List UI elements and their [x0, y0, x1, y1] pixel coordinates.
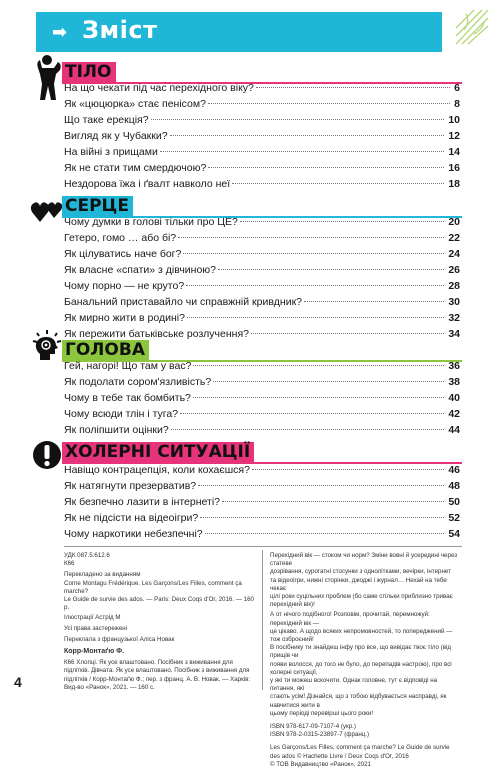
toc-item[interactable]: Що таке ерекція? 10 [64, 114, 460, 126]
toc-item[interactable]: Як поліпшити оцінки? 44 [64, 424, 460, 436]
toc-item[interactable]: Як власне «спати» з дівчиною? 26 [64, 264, 460, 276]
imprint-author: Корр-Монтаґю Ф. [64, 648, 125, 656]
toc-item[interactable]: Банальний приставайло чи справжній кривдник? 30 [64, 296, 460, 308]
isbn-ukr: ISBN 978-617-09-7107-4 (укр.) [270, 723, 356, 731]
toc-item[interactable]: Як натягнути презерватив? 48 [64, 480, 460, 492]
toc-item[interactable]: Як подолати сором'язливість? 38 [64, 376, 460, 388]
section-title-head: ГОЛОВА [62, 340, 149, 360]
page-title: Зміст [82, 16, 158, 44]
toc-item[interactable]: Як мирно жити в родині? 32 [64, 312, 460, 324]
imprint-column-divider [262, 550, 263, 690]
imprint-right: Перехідний вік — стоком чи норм? Зміни вовні й усередині через статеве дозрівання, сурогатні стосунки з однолітками, вечірки, інтернет та відеоігри, нижні сторінки, джоджі і журнал… Нехай на тебе чекає цілі роки суцільних проблем (бо саме стільки приблизно триває перехідний вік)! А от нічого подібного! Розповім, прочитай, перемножуй: перехідний вік — це цікаво. А щодо всяких непромовностей, то попереджений — тож озброєний! В посібнику ти знайдеш інфу про все, що вивідає твоє тіло (від прищів чи появи волосся, до того не було, до перепадів настрою), про всі холерні ситуації, у які ти можеш вскочити. Однак головне, тут є відповіді на питання, які стають усім! Дізнайся, що з тобою відбувається насправді, як навчитися жити в цьому періоді перевірші цього роки! ISBN 978-617-09-7107-4 (укр.) ISBN 978-2-0315-23897-7 (франц.) Les Garçons/Les Filles, comment ça marche? Le Guide de survie des ados © Hachette Livre / Deux Coqs d'Or, 2016 © ТОВ Видавництво «Ранок», 2021 [270, 552, 462, 769]
toc-item[interactable]: Як цілуватись наче бог? 24 [64, 248, 460, 260]
toc-item[interactable]: На що чекати під час перехідного віку? 6 [64, 82, 460, 94]
exclamation-icon [32, 440, 62, 470]
toc-item[interactable]: Чому порно — не круто? 28 [64, 280, 460, 292]
toc-item[interactable]: Як «цюцюрка» стає пенісом? 8 [64, 98, 460, 110]
toc-item[interactable]: Чому наркотики небезпечні? 54 [64, 528, 460, 540]
hearts-icon [30, 198, 64, 224]
page-number: 4 [14, 674, 22, 690]
head-idea-icon [30, 328, 64, 362]
toc-item[interactable]: Гей, нагорі! Що там у вас? 36 [64, 360, 460, 372]
toc-item[interactable]: Як не стати тим смердючою? 16 [64, 162, 460, 174]
imprint-left: УДК 087.5:612.6 К66 Перекладено за виданням Corne Montagu Frédérique. Les Garçons/Les Filles, comment ça marche? Le Guide de survie des ados. — Paris: Deux Coqs d'Or, 2016. — 160 p. Ілюстрації Астрід М Усі права застережені Переклала з французької Аліса Новак Корр-Монтаґю Ф. К66 Хлопці. Як усе влаштовано. Посібник з виживання для підлітків. Дівчата. Як усе влаштовано. Посібник з виживання для підлітків / Корр-Монтаґю Ф.; пер. з франц. А. В. Новак. — Харків: Вид-во «Ранок», 2021. — 160 с. [64, 552, 255, 691]
toc-item[interactable]: Як безпечно лазити в інтернеті? 50 [64, 496, 460, 508]
toc-item[interactable]: Чому думки в голові тільки про ЦЕ? 20 [64, 216, 460, 228]
muscle-man-icon [34, 54, 64, 102]
section-title-body: ТІЛО [62, 62, 116, 82]
toc-item[interactable]: Чому всюди тлін і туга? 42 [64, 408, 460, 420]
arrow-icon: ➡ [52, 22, 68, 43]
toc-item[interactable]: Гетеро, гомо … або бі? 22 [64, 232, 460, 244]
toc-item[interactable]: Чому в тебе так бомбить? 40 [64, 392, 460, 404]
toc-item[interactable]: Навіщо контрацепція, коли кохаєшся? 46 [64, 464, 460, 476]
section-title-situations: ХОЛЕРНІ СИТУАЦІЇ [62, 442, 254, 462]
isbn-fr: ISBN 978-2-0315-23897-7 (франц.) [270, 731, 370, 739]
toc-item[interactable]: На війні з прищами 14 [64, 146, 460, 158]
toc-item[interactable]: Як не підсісти на відеоігри? 52 [64, 512, 460, 524]
toc-item[interactable]: Як пережити батьківське розлучення? 34 [64, 328, 460, 340]
leaf-ornament-icon [452, 4, 492, 48]
section-title-heart: СЕРЦЕ [62, 196, 133, 216]
imprint-top-rule [64, 546, 462, 547]
toc-item[interactable]: Вигляд як у Чубакки? 12 [64, 130, 460, 142]
toc-item[interactable]: Нездорова їжа і ґвалт навколо неї 18 [64, 178, 460, 190]
